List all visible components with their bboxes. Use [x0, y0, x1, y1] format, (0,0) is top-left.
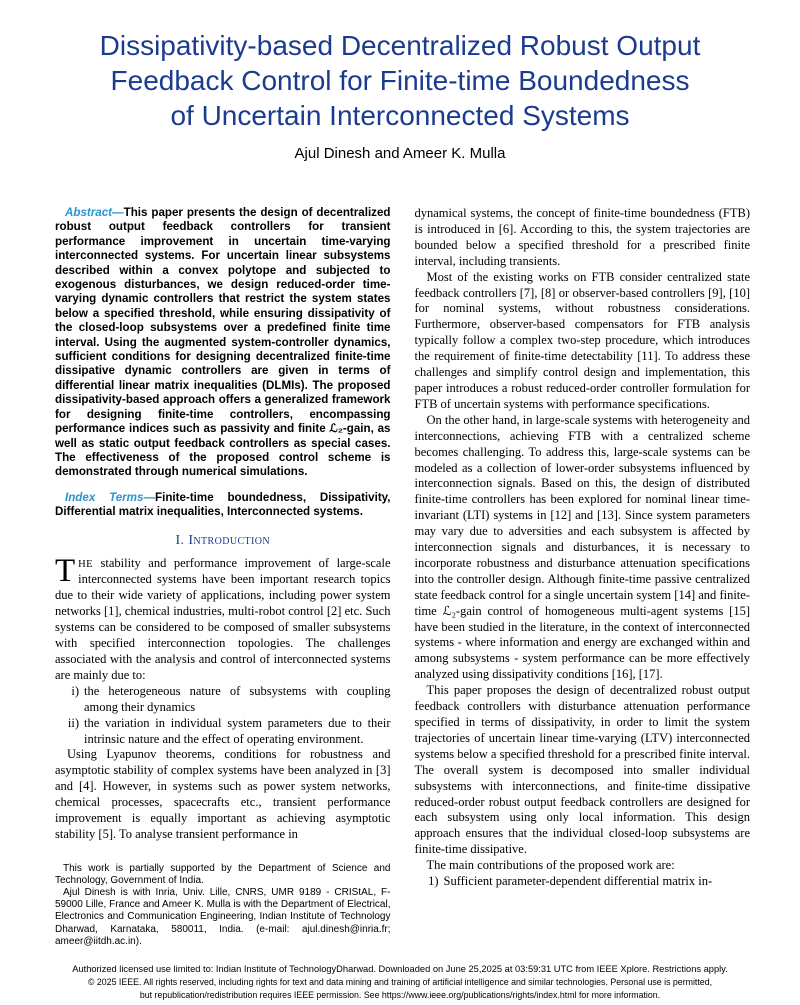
abstract-paragraph	[55, 206, 391, 480]
right-paragraph-5: The main contributions of the proposed work are:	[426, 858, 675, 873]
contribution-marker-1: 1)	[428, 874, 439, 889]
section-heading-introduction: I. Introduction	[175, 532, 271, 548]
contributions-list	[415, 874, 751, 890]
republication-line: but republication/redistribution requires IEEE permission. See https://www.ieee.org/publications/rights/index.html for more information.	[139, 989, 661, 1000]
copyright-line: © 2025 IEEE. All rights reserved, including rights for text and data mining and training of artificial intelligence and similar technologies. Personal use is permitted,	[87, 977, 713, 987]
lead-caps: HE	[78, 558, 93, 570]
list-text-i: the heterogeneous nature of subsystems with coupling among their dynamics	[84, 683, 391, 714]
authors-line: Ajul Dinesh and Ameer K. Mulla	[294, 145, 506, 162]
two-column-body	[55, 206, 750, 948]
list-marker-i: i)	[71, 683, 79, 698]
abstract-text: This paper presents the design of decentralized robust output feedback controllers for transient performance improvement in uncertain time-varying interconnected systems. For uncertain linear subsystems described within a convex polytope and subjected to exogenous disturbances, we design reduced-order time-varying dynamic controllers that restrict the system states below a specified threshold, while ensuring dissipativity of the closed-loop subsystems over a predefined finite time interval. Using the augmented system-controller dynamics, sufficient conditions for designing decentralized finite-time dissipative dynamic controllers are given in terms of differential linear matrix inequalities (DLMIs). The proposed dissipativity-based approach offers a generalized framework for designing finite-time controllers, encompassing performance indices such as passivity and finite ℒ₂-gain, as well as static output feedback controllers as special cases. The effectiveness of the proposed control scheme is demonstrated through numerical simulations.	[55, 206, 391, 479]
right-column	[415, 206, 751, 948]
footnote-funding: This work is partially supported by the Department of Science and Technology, Government of India.	[55, 862, 391, 886]
left-column	[55, 206, 391, 948]
index-terms-paragraph	[55, 491, 391, 520]
drop-cap: T	[55, 552, 76, 589]
contribution-item-1	[415, 874, 751, 890]
contribution-text-1: Sufficient parameter-dependent differential matrix in-	[443, 874, 713, 889]
footnote-affiliations: Ajul Dinesh is with Inria, Univ. Lille, CNRS, UMR 9189 - CRIStAL, F-59000 Lille, France and Ameer K. Mulla is with the Department of Electrical, Electronics and Communication Engineering, Indian Institute of Technology Dharwad, Karnataka, 580011, India. (e-mail: ajul.dinesh@inria.fr; ameer@iitdh.ac.in).	[55, 886, 391, 947]
abstract-lead-in: Abstract—	[65, 206, 124, 219]
right-paragraph-2: Most of the existing works on FTB consider centralized state feedback controllers [7], [8] or observer-based controllers [9], [10] for nominal systems, without robustness considerations. Furthermore, observer-based compensators for FTB analysis typically follow a complex two-step procedure, which introduces the requirement of finite-time detectability [11]. To address these challenges and simplify control design and implementation, this paper introduces a robust reduced-order controller formulation for FTB of uncertain systems with performance specifications.	[414, 269, 750, 411]
list-marker-ii: ii)	[67, 715, 79, 730]
index-terms-lead-in: Index Terms—	[65, 490, 156, 504]
paper-title-line-3: of Uncertain Interconnected Systems	[170, 100, 630, 131]
list-text-ii: the variation in individual system parameters due to their intrinsic nature and the effect of operating environment.	[84, 715, 391, 746]
first-page-footnote	[55, 863, 391, 948]
authorized-use-line: Authorized licensed use limited to: Indian Institute of TechnologyDharwad. Downloaded on June 25,2025 at 03:59:31 UTC from IEEE Xplore. Restrictions apply.	[72, 964, 728, 974]
intro-paragraph-1-text: stability and performance improvement of large-scale interconnected systems have been important research topics due to their wide variety of applications, including power system networks [1], chemical industries, multi-robot control [2] etc. Such systems can be considered to be composed of smaller subsystems with specified interconnection topologies. The challenges associated with the analysis and control of interconnected systems are mainly due to:	[55, 555, 391, 682]
right-paragraph-1: dynamical systems, the concept of finite-time boundedness (FTB) is introduced in [6]. According to this, the system trajectories are bounded below a specified threshold for a prescribed finite interval, including transients.	[414, 206, 750, 268]
list-item-i	[55, 684, 391, 716]
paper-title-line-1: Dissipativity-based Decentralized Robust Output	[99, 30, 701, 61]
right-paragraph-3: On the other hand, in large-scale systems with heterogeneity and interconnections, achieving FTB with a centralized scheme becomes challenging. To address this, large-scale systems can be modeled as a collection of lower-order subsystems influenced by interconnection signals. Based on this, the design of distributed finite-time controllers has been explored for nominal linear time-invariant (LTI) systems in [12] and [13]. Since system parameters may vary due to adversities and each subsystem is affected by interconnection signals and disturbances, it is necessary to incorporate robustness and disturbance attenuation specifications into the controller design. Although finite-time passive centralized state feedback control for a single uncertain system [14] and finite-time ℒ₂-gain control of homogeneous multi-agent systems [15] have been studied in the literature, in the context of interconnected systems - where information and energy are exchanged within and among subsystems - system performance can be more effectively analyzed using dissipativity conditions [16], [17].	[414, 412, 750, 682]
index-terms-text: Finite-time boundedness, Dissipativity, Differential matrix inequalities, Interconnected systems.	[55, 490, 391, 519]
paper-title-line-2: Feedback Control for Finite-time Boundedness	[110, 65, 690, 96]
intro-paragraph-1	[55, 552, 391, 684]
challenges-list	[55, 684, 391, 748]
right-paragraph-4: This paper proposes the design of decentralized robust output feedback controllers with disturbance attenuation performance specified in terms of dissipativity, in order to limit the system trajectories of uncertain linear time-varying (LTV) interconnected systems below a specified threshold for a prescribed finite interval. The overall system is decomposed into smaller individual subsystems with interconnections, and finite-time dissipative reduced-order robust output feedback controllers are designed for each subsystem using only local information. This design approach ensures that the individual closed-loop subsystems are finite-time dissipative.	[414, 683, 750, 857]
ieee-copyright-footer	[0, 964, 800, 1001]
intro-paragraph-2: Using Lyapunov theorems, conditions for robustness and asymptotic stability of complex systems have been analyzed in [3] and [4]. However, in systems such as power system networks, chemical processes, spacecrafts etc., transient performance improvement is equally important as achieving asymptotic stability [5]. To analyse transient performance in	[55, 747, 391, 841]
paper-title	[0, 28, 800, 133]
list-item-ii	[55, 716, 391, 748]
